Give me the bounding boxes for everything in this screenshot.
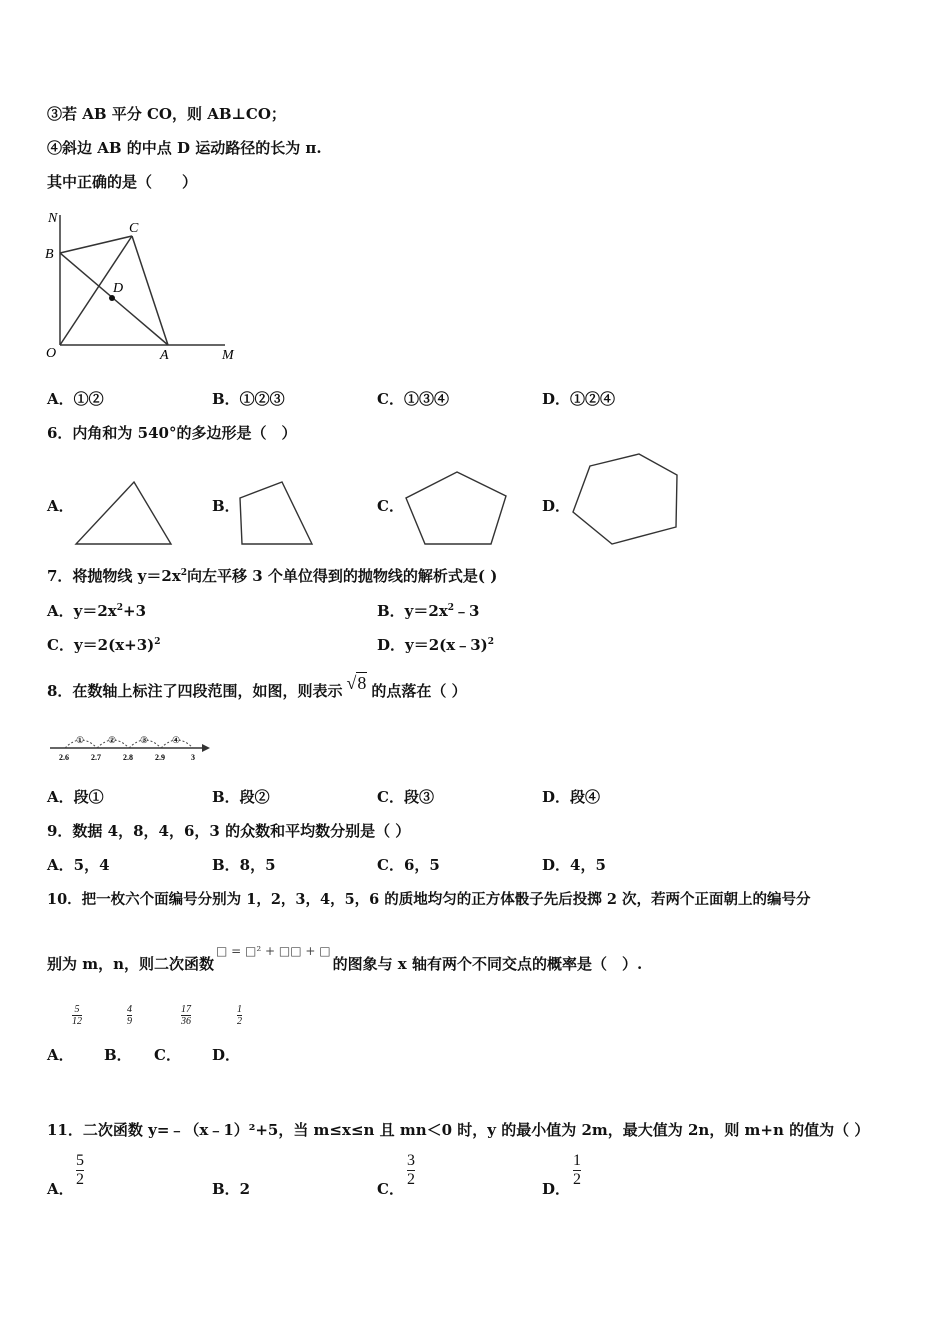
q6-stem: 6．内角和为 540°的多边形是（ ） (47, 424, 297, 442)
q8-option-c[interactable]: C．段③ (377, 788, 434, 806)
label-A: A (160, 348, 169, 363)
label-O: O (46, 346, 57, 361)
q10-fraction-a: 5 12 (72, 1004, 82, 1027)
tick-2-6: 2.6 (59, 753, 69, 762)
q11-fraction-d: 1 2 (573, 1152, 581, 1188)
question-prompt: 其中正确的是（ ） (47, 173, 198, 191)
tick-2-7: 2.7 (91, 753, 101, 762)
q6-option-c[interactable]: C． (377, 497, 404, 515)
q5-figure (40, 205, 250, 365)
q8-option-a[interactable]: A．段① (47, 788, 104, 806)
label-M: M (222, 348, 234, 363)
q11-fraction-a: 5 2 (76, 1152, 84, 1188)
label-C: C (129, 221, 139, 236)
tick-2-8: 2.8 (123, 753, 133, 762)
q10-stem-line1: 10．把一枚六个面编号分别为 1，2，3，4，5，6 的质地均匀的正方体骰子先后投掷 2 次，若两个正面朝上的编号分 (47, 891, 811, 908)
q11-option-c[interactable]: C． (377, 1180, 404, 1198)
q9-option-b[interactable]: B．8，5 (212, 856, 276, 874)
q6-option-a[interactable]: A． (47, 497, 74, 515)
q5-option-a[interactable]: A．①② (47, 390, 104, 408)
q10-fraction-d: 1 2 (237, 1004, 242, 1027)
q11-stem: 11．二次函数 y=﹣（x﹣1）²+5，当 m≤x≤n 且 mn＜0 时，y 的最小值为 2m，最大值为 2n，则 m+n 的值为（ ） (47, 1121, 870, 1139)
q10-fraction-c: 17 36 (181, 1004, 191, 1027)
q9-option-a[interactable]: A．5，4 (47, 856, 110, 874)
q7-option-d[interactable]: D．y＝2(x﹣3)$^2$ (377, 636, 495, 654)
q7-stem: 7．将抛物线 $y=2x^2$向左平移 3 个单位得到的抛物线的解析式是( ) (47, 567, 498, 585)
q7-option-b[interactable]: B．$y=2x^2﹣3$ (377, 602, 480, 620)
segment-label-2: ② (108, 735, 117, 745)
q5-option-c[interactable]: C．①③④ (377, 390, 449, 408)
q11-option-b[interactable]: B．2 (212, 1180, 251, 1198)
sqrt-8: √8 (346, 673, 367, 693)
label-B: B (45, 247, 54, 262)
q8-stem: 8．在数轴上标注了四段范围，如图，则表示 √8 的点落在（ ） (47, 673, 467, 700)
number-line (45, 728, 220, 768)
q9-stem: 9．数据 4，8，4，6，3 的众数和平均数分别是（ ） (47, 822, 411, 840)
q8-option-b[interactable]: B．段② (212, 788, 270, 806)
tick-3: 3 (191, 753, 195, 762)
q11-fraction-c: 3 2 (407, 1152, 415, 1188)
q10-option-d[interactable]: D． (212, 1046, 241, 1064)
q10-fraction-b: 4 9 (127, 1004, 132, 1027)
q10-option-c[interactable]: C． (154, 1046, 181, 1064)
tick-2-9: 2.9 (155, 753, 165, 762)
q7-option-c[interactable]: C．$y=2(x+3)^2$ (47, 636, 161, 654)
triangle-shape (72, 478, 177, 548)
segment-label-3: ③ (140, 735, 149, 745)
q9-option-c[interactable]: C．6，5 (377, 856, 440, 874)
pentagon-shape (402, 468, 512, 548)
hexagon-shape (568, 450, 683, 548)
label-D: D (113, 281, 124, 296)
q6-option-b[interactable]: B． (212, 497, 240, 515)
q8-option-d[interactable]: D．段④ (542, 788, 601, 806)
q6-option-d[interactable]: D． (542, 497, 571, 515)
q9-option-d[interactable]: D．4，5 (542, 856, 606, 874)
segment-label-1: ① (76, 735, 85, 745)
q5-option-b[interactable]: B．①②③ (212, 390, 285, 408)
q10-stem-line2: 别为 m，n，则二次函数□ = □² + □□ + □的图象与 x 轴有两个不同交点的概率是（ ）. (47, 944, 643, 973)
q11-option-d[interactable]: D． (542, 1180, 571, 1198)
q10-formula: □ = □² + □□ + □ (216, 944, 331, 958)
label-N: N (48, 211, 58, 226)
q7-option-a[interactable]: A．$y=2x^2+3$ (47, 602, 147, 620)
q10-option-a[interactable]: A． (47, 1046, 74, 1064)
statement-3: ③若 AB 平分 CO，则 AB⊥CO； (47, 105, 286, 123)
statement-4: ④斜边 AB 的中点 D 运动路径的长为 π. (47, 139, 322, 157)
q5-option-d[interactable]: D．①②④ (542, 390, 616, 408)
segment-label-4: ④ (172, 735, 181, 745)
q10-option-b[interactable]: B． (104, 1046, 132, 1064)
quadrilateral-shape (236, 478, 316, 548)
q11-option-a[interactable]: A． (47, 1180, 74, 1198)
